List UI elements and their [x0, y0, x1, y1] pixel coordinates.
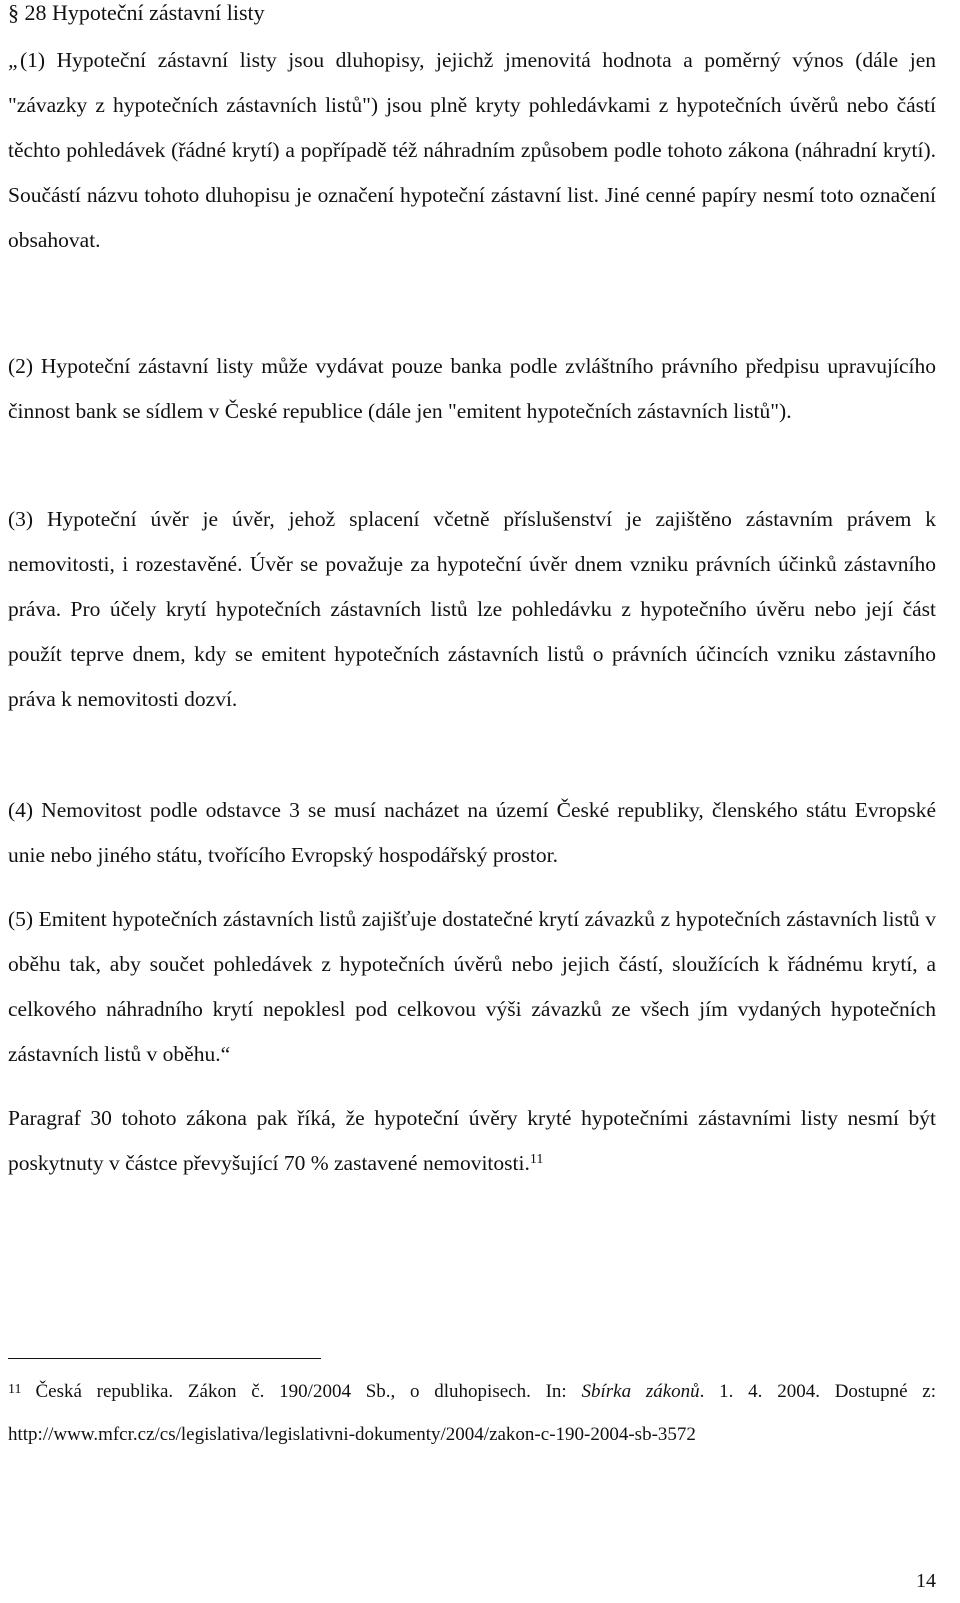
paragraph-5	[8, 897, 936, 1077]
paragraph-4: (4) Nemovitost podle odstavce 3 se musí nacházet na území České republiky, členského státu Evropské unie nebo jiného státu, tvořícího Evropský hospodářský prostor.	[8, 798, 936, 867]
paragraph-commentary-text: Paragraf 30 tohoto zákona pak říká, že hypoteční úvěry kryté hypotečními zástavními listy nesmí být poskytnuty v částce převyšující 70 % zastavené nemovitosti.	[8, 1106, 936, 1175]
paragraph-2: (2) Hypoteční zástavní listy může vydávat pouze banka podle zvláštního právního předpisu upravujícího činnost bank se sídlem v České republice (dále jen "emitent hypotečních zástavních listů").	[8, 354, 936, 423]
opening-quote: „	[8, 48, 20, 72]
footnote-reference[interactable]: 11	[529, 1152, 544, 1167]
paragraph-1	[8, 38, 936, 263]
section-heading: § 28 Hypoteční zástavní listy	[8, 0, 265, 25]
footnote-separator	[8, 1358, 321, 1359]
document-page	[8, 0, 936, 1175]
paragraph-5-text: (5) Emitent hypotečních zástavních listů zajišťuje dostatečné krytí závazků z hypotečních zástavních listů v oběhu tak, aby součet pohledávek z hypotečních úvěrů nebo jejich částí, sloužících k řádnému krytí, a celkového náhradního krytí nepoklesl pod celkovou výši závazků ze všech jím vydaných hypotečních zástavních listů v oběhu.	[8, 907, 936, 1066]
page-number: 14	[916, 1570, 936, 1592]
paragraph-commentary	[8, 1096, 936, 1186]
footnote-source-title: Sbírka zákonů	[581, 1381, 700, 1402]
footnote-text-after: . 1. 4. 2004. Dostupné z: http://www.mfcr.cz/cs/legislativa/legislativni-dokumenty/2004/zakon-c-190-2004-sb-3572	[8, 1381, 936, 1445]
paragraph-3: (3) Hypoteční úvěr je úvěr, jehož splacení včetně příslušenství je zajištěno zástavním právem k nemovitosti, i rozestavěné. Úvěr se považuje za hypoteční úvěr dnem vzniku právních účinků zástavního práva. Pro účely krytí hypotečních zástavních listů lze pohledávku z hypotečního úvěru nebo její část použít teprve dnem, kdy se emitent hypotečních zástavních listů o právních účincích vzniku zástavního práva k nemovitosti dozví.	[8, 507, 936, 711]
closing-quote: “	[220, 1042, 231, 1066]
paragraph-1-text: (1) Hypoteční zástavní listy jsou dluhopisy, jejichž jmenovitá hodnota a poměrný výnos (dále jen "závazky z hypotečních zástavních listů") jsou plně kryty pohledávkami z hypotečních úvěrů nebo částí těchto pohledávek (řádné krytí) a popřípadě též náhradním způsobem podle tohoto zákona (náhradní krytí). Součástí názvu tohoto dluhopisu je označení hypoteční zástavní list. Jiné cenné papíry nesmí toto označení obsahovat.	[8, 48, 936, 252]
footnote	[8, 1370, 936, 1456]
footnote-number: 11	[8, 1382, 22, 1397]
footnote-text-before: Česká republika. Zákon č. 190/2004 Sb., o dluhopisech. In:	[35, 1381, 582, 1402]
